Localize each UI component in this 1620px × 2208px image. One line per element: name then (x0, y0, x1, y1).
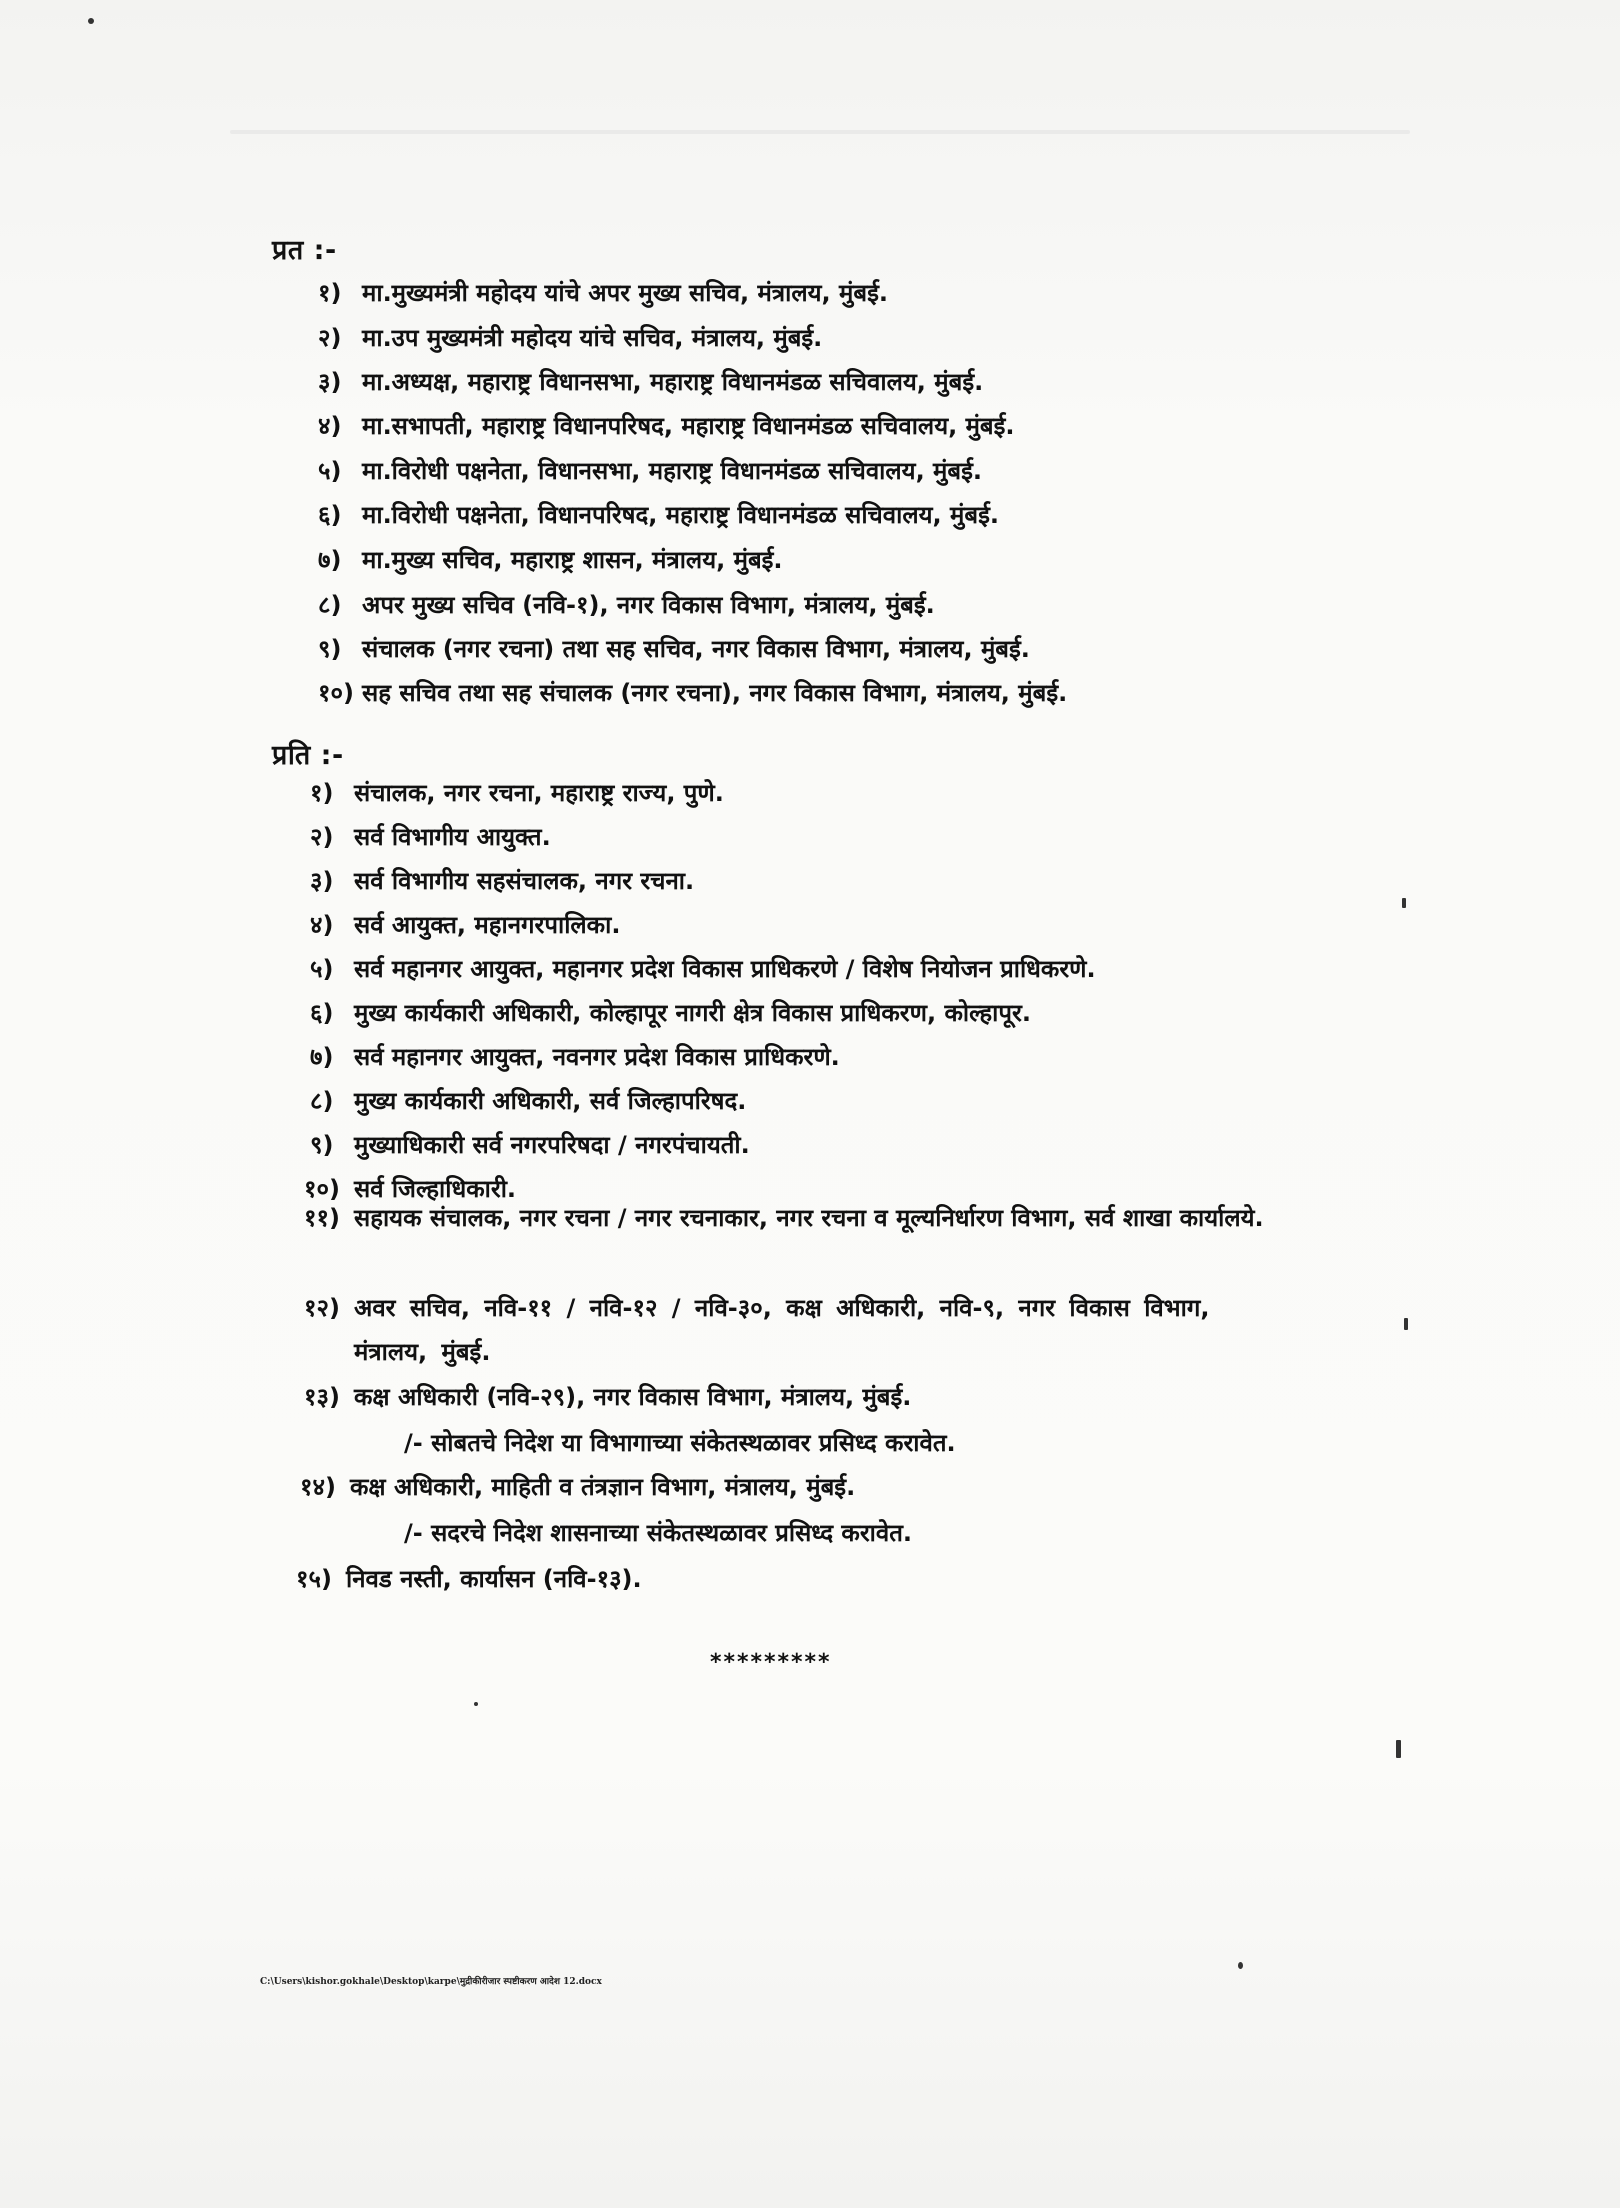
list-item (318, 367, 983, 397)
item-number: ३) (318, 368, 342, 396)
item-text: कक्ष अधिकारी (नवि-२९), नगर विकास विभाग, मंत्रालय, मुंबई. (354, 1383, 912, 1411)
item-number: १२) (304, 1294, 340, 1322)
footer-file-path: C:\Users\kishor.gokhale\Desktop\karpe\मुद्रीकीरीजार स्पष्टीकरण आदेश 12.docx (260, 1977, 602, 1987)
item-text: सर्व आयुक्त, महानगरपालिका. (354, 911, 621, 939)
list-item (310, 1042, 840, 1072)
item-text: अवर सचिव, नवि-११ / नवि-१२ / नवि-३०, कक्ष अधिकारी, नवि-९, नगर विकास विभाग, मंत्रालय, मुंबई. (354, 1294, 1210, 1366)
item-text: मा.अध्यक्ष, महाराष्ट्र विधानसभा, महाराष्ट्र विधानमंडळ सचिवालय, मुंबई. (362, 368, 984, 396)
end-marker: ********* (710, 1650, 832, 1675)
list-item (310, 910, 620, 940)
item-number: ९) (318, 635, 342, 663)
item-number: २) (318, 324, 342, 352)
scan-speck (1404, 1318, 1408, 1330)
list-item (318, 634, 1030, 664)
item-text: सहायक संचालक, नगर रचना / नगर रचनाकार, नगर रचना व मूल्यनिर्धारण विभाग, सर्व शाखा कार्यालये. (354, 1204, 1264, 1232)
scan-speck (88, 18, 94, 24)
list-item (318, 500, 999, 530)
item-number: १०) (304, 1175, 340, 1203)
list-item (318, 545, 783, 575)
scan-speck (474, 1702, 478, 1706)
item-number: २) (310, 823, 334, 851)
item-number: ६) (318, 501, 342, 529)
list-item (304, 1382, 911, 1412)
item-number: ११) (304, 1204, 340, 1232)
scan-smudge (230, 130, 1410, 134)
item-number: १) (318, 279, 342, 307)
item-number: ८) (318, 591, 342, 619)
item-text: अपर मुख्य सचिव (नवि-१), नगर विकास विभाग, मंत्रालय, मुंबई. (362, 591, 935, 619)
item-number: १) (310, 779, 334, 807)
item-text: संचालक (नगर रचना) तथा सह सचिव, नगर विकास विभाग, मंत्रालय, मुंबई. (362, 635, 1030, 663)
list-item (310, 954, 1096, 984)
list-item (318, 456, 982, 486)
item-text: मा.मुख्य सचिव, महाराष्ट्र शासन, मंत्रालय, मुंबई. (362, 546, 783, 574)
item-note: /- सोबतचे निदेश या विभागाच्या संकेतस्थळावर प्रसिध्द करावेत. (404, 1429, 956, 1457)
item-text: मा.सभापती, महाराष्ट्र विधानपरिषद, महाराष्ट्र विधानमंडळ सचिवालय, मुंबई. (362, 412, 1015, 440)
item-text: मा.उप मुख्यमंत्री महोदय यांचे सचिव, मंत्रालय, मुंबई. (362, 324, 823, 352)
item-number: ८) (310, 1087, 334, 1115)
item-number: ३) (310, 867, 334, 895)
item-text: निवड नस्ती, कार्यासन (नवि-१३). (346, 1565, 642, 1593)
item-text: मा.विरोधी पक्षनेता, विधानपरिषद, महाराष्ट्र विधानमंडळ सचिवालय, मुंबई. (362, 501, 999, 529)
item-text: सर्व जिल्हाधिकारी. (354, 1175, 517, 1203)
item-text: सर्व महानगर आयुक्त, नवनगर प्रदेश विकास प्राधिकरणे. (354, 1043, 840, 1071)
list-item (300, 1472, 855, 1502)
item-text: सह सचिव तथा सह संचालक (नगर रचना), नगर विकास विभाग, मंत्रालय, मुंबई. (362, 679, 1068, 707)
item-number: ४) (318, 412, 342, 440)
list-item (304, 1196, 1304, 1240)
list-item (318, 323, 822, 353)
list-item (304, 1286, 1304, 1374)
item-text: सर्व विभागीय आयुक्त. (354, 823, 551, 851)
list-item (310, 822, 551, 852)
item-note: /- सदरचे निदेश शासनाच्या संकेतस्थळावर प्रसिध्द करावेत. (404, 1519, 913, 1547)
item-text: मा.विरोधी पक्षनेता, विधानसभा, महाराष्ट्र विधानमंडळ सचिवालय, मुंबई. (362, 457, 982, 485)
list-item (310, 1086, 746, 1116)
item-text: संचालक, नगर रचना, महाराष्ट्र राज्य, पुणे. (354, 779, 724, 807)
item-text: मुख्य कार्यकारी अधिकारी, कोल्हापूर नागरी क्षेत्र विकास प्राधिकरण, कोल्हापूर. (354, 999, 1031, 1027)
list-item (310, 1130, 750, 1160)
item-number: ७) (310, 1043, 334, 1071)
item-text: कक्ष अधिकारी, माहिती व तंत्रज्ञान विभाग, मंत्रालय, मुंबई. (350, 1473, 856, 1501)
item-number: ४) (310, 911, 334, 939)
item-number: १३) (304, 1383, 340, 1411)
item-text: मुख्याधिकारी सर्व नगरपरिषदा / नगरपंचायती. (354, 1131, 750, 1159)
item-number: १५) (296, 1565, 332, 1593)
section-prat-heading: प्रत :- (272, 235, 337, 266)
scan-speck (1238, 1962, 1243, 1969)
item-number: ९) (310, 1131, 334, 1159)
list-item (318, 678, 1067, 708)
item-number: १४) (300, 1473, 336, 1501)
item-text: मा.मुख्यमंत्री महोदय यांचे अपर मुख्य सचिव, मंत्रालय, मुंबई. (362, 279, 888, 307)
section-prati-heading: प्रति :- (272, 740, 344, 771)
list-item (310, 866, 694, 896)
item-number: १०) (318, 679, 354, 707)
item-number: ६) (310, 999, 334, 1027)
list-item (318, 411, 1015, 441)
item-text: सर्व विभागीय सहसंचालक, नगर रचना. (354, 867, 695, 895)
item-number: ७) (318, 546, 342, 574)
list-item (310, 778, 724, 808)
list-item (296, 1564, 642, 1594)
list-item (310, 998, 1031, 1028)
item-text: मुख्य कार्यकारी अधिकारी, सर्व जिल्हापरिषद. (354, 1087, 747, 1115)
item-number: ५) (310, 955, 334, 983)
scan-speck (1402, 898, 1406, 908)
item-text: सर्व महानगर आयुक्त, महानगर प्रदेश विकास प्राधिकरणे / विशेष नियोजन प्राधिकरणे. (354, 955, 1096, 983)
list-item (318, 278, 888, 308)
scan-speck (1396, 1740, 1401, 1758)
item-number: ५) (318, 457, 342, 485)
list-item (318, 590, 935, 620)
